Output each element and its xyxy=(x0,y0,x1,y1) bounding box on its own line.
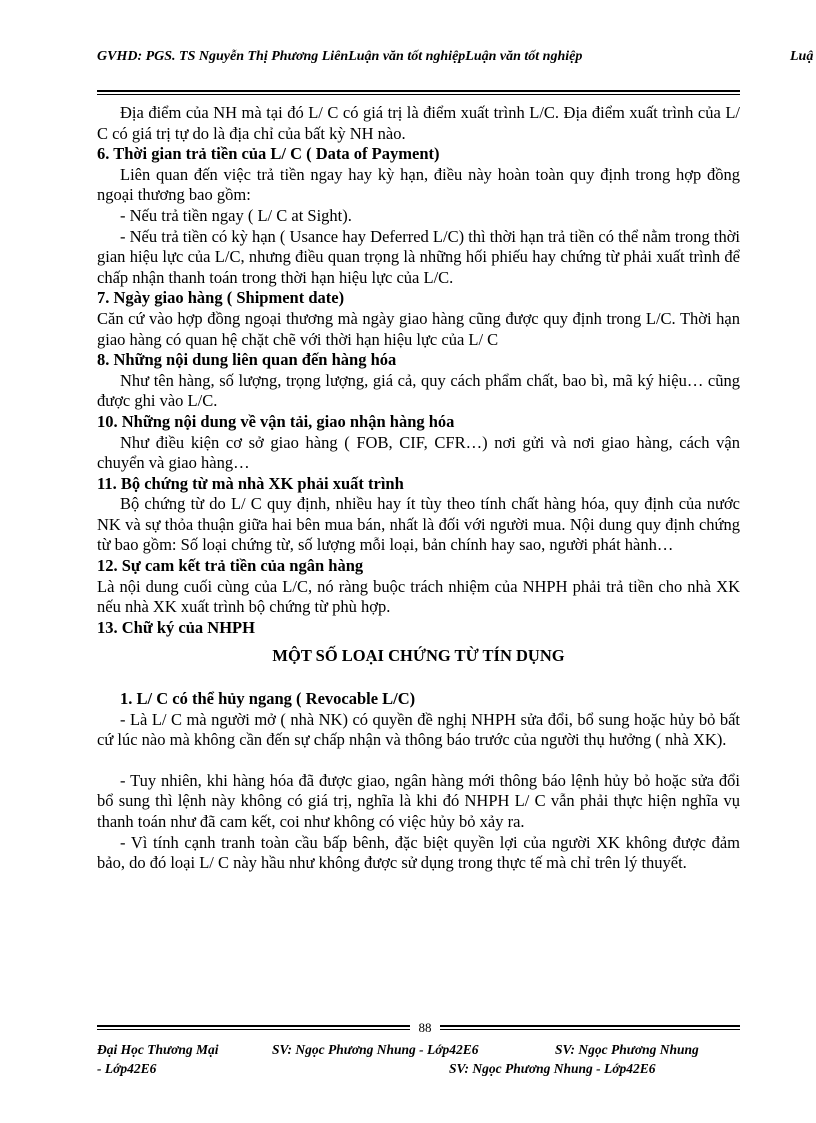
paragraph: Căn cứ vào hợp đồng ngoại thương mà ngày giao hàng cũng được quy định trong L/C. Thời hạn giao hàng có quan hệ chặt chẽ với thời hạn hiệu lực của L/ C xyxy=(97,308,740,349)
page-header xyxy=(97,49,816,73)
header-rule-thin xyxy=(97,94,740,95)
footer-school: Đại Học Thương Mại xyxy=(97,1042,219,1057)
footer-student: SV: Ngọc Phương Nhung - Lớp42E6 xyxy=(272,1042,479,1057)
section-heading: 6. Thời gian trả tiền của L/ C ( Data of Payment) xyxy=(97,144,440,164)
spacer xyxy=(97,751,740,771)
header-text: GVHD: PGS. TS Nguyễn Thị Phương LiênLuận văn tốt nghiệpLuận văn tốt nghiệp xyxy=(97,49,583,64)
footer-student: SV: Ngọc Phương Nhung - Lớp42E6 xyxy=(449,1061,656,1076)
document-body xyxy=(97,103,740,874)
page-footer xyxy=(97,1040,740,1078)
paragraph: Là nội dung cuối cùng của L/C, nó ràng buộc trách nhiệm của NHPH phải trả tiền cho nhà XK nếu nhà XK xuất trình bộ chứng từ phù hợp. xyxy=(97,576,740,617)
footer-class: - Lớp42E6 xyxy=(97,1061,157,1076)
spacer xyxy=(97,667,740,687)
header-rule xyxy=(97,90,740,92)
bullet-item: - Vì tính cạnh tranh toàn cầu bấp bênh, đặc biệt quyền lợi của người XK không được đảm bảo, do đó loại L/ C này hầu như không được sử dụng trong thực tế mà chỉ trên lý thuyết. xyxy=(97,832,740,873)
bullet-item: - Nếu trả tiền có kỳ hạn ( Usance hay Deferred L/C) thì thời hạn trả tiền có thể nằm trong thời gian hiệu lực của L/C, nhưng điều quan trọng là những hối phiếu hay chứng từ phải xuất trình để chấp nhận thanh toán trong thời hạn hiệu lực của L/C. xyxy=(97,226,740,287)
paragraph: Bộ chứng từ do L/ C quy định, nhiều hay ít tùy theo tính chất hàng hóa, quy định của nước NK và sự thỏa thuận giữa hai bên mua bán, nhất là đối với người mua. Nội dung quy định chứng từ bao gồm: Số loại chứng từ, số lượng mỗi loại, bản chính hay sao, người phát hành… xyxy=(97,494,740,555)
section-heading: 12. Sự cam kết trả tiền của ngân hàng xyxy=(97,556,364,576)
section-heading: 8. Những nội dung liên quan đến hàng hóa xyxy=(97,350,397,370)
section-heading: 7. Ngày giao hàng ( Shipment date) xyxy=(97,288,345,308)
paragraph: Liên quan đến việc trả tiền ngay hay kỳ hạn, điều này hoàn toàn quy định trong hợp đồng ngoại thương bao gồm: xyxy=(97,164,740,205)
bullet-item: - Nếu trả tiền ngay ( L/ C at Sight). xyxy=(120,205,352,225)
header-text-overflow: Luậ xyxy=(790,49,814,64)
section-heading: 10. Những nội dung về vận tải, giao nhận hàng hóa xyxy=(97,411,455,431)
page-number: 88 xyxy=(410,1021,440,1035)
section-heading: 11. Bộ chứng từ mà nhà XK phải xuất trình xyxy=(97,473,404,493)
subsection-heading: 1. L/ C có thể hủy ngang ( Revocable L/C) xyxy=(120,689,416,709)
chapter-title: MỘT SỐ LOẠI CHỨNG TỪ TÍN DỤNG xyxy=(272,646,565,666)
bullet-item: - Là L/ C mà người mở ( nhà NK) có quyền đề nghị NHPH sửa đổi, bổ sung hoặc hủy bỏ bất cứ lúc nào mà không cần đến sự chấp nhận và thông báo trước của người thụ hưởng ( nhà XK). xyxy=(97,709,740,750)
section-heading: 13. Chữ ký của NHPH xyxy=(97,617,255,637)
paragraph: Địa điểm của NH mà tại đó L/ C có giá trị là điểm xuất trình L/C. Địa điểm xuất trình của L/ C có giá trị tự do là địa chỉ của bất kỳ NH nào. xyxy=(97,103,740,143)
bullet-item: - Tuy nhiên, khi hàng hóa đã được giao, ngân hàng mới thông báo lệnh hủy bỏ hoặc sửa đổi bổ sung thì lệnh này không có giá trị, nghĩa là khi đó NHPH L/ C vẫn phải thực hiện nghĩa vụ thanh toán như đã cam kết, coi như không có việc hủy bỏ xảy ra. xyxy=(97,770,740,831)
footer-student: SV: Ngọc Phương Nhung xyxy=(555,1042,699,1057)
paragraph: Như điều kiện cơ sở giao hàng ( FOB, CIF, CFR…) nơi gửi và nơi giao hàng, cách vận chuyển và giao hàng… xyxy=(97,432,740,473)
paragraph: Như tên hàng, số lượng, trọng lượng, giá cả, quy cách phẩm chất, bao bì, mã ký hiệu… cũng được ghi vào L/C. xyxy=(97,370,740,411)
